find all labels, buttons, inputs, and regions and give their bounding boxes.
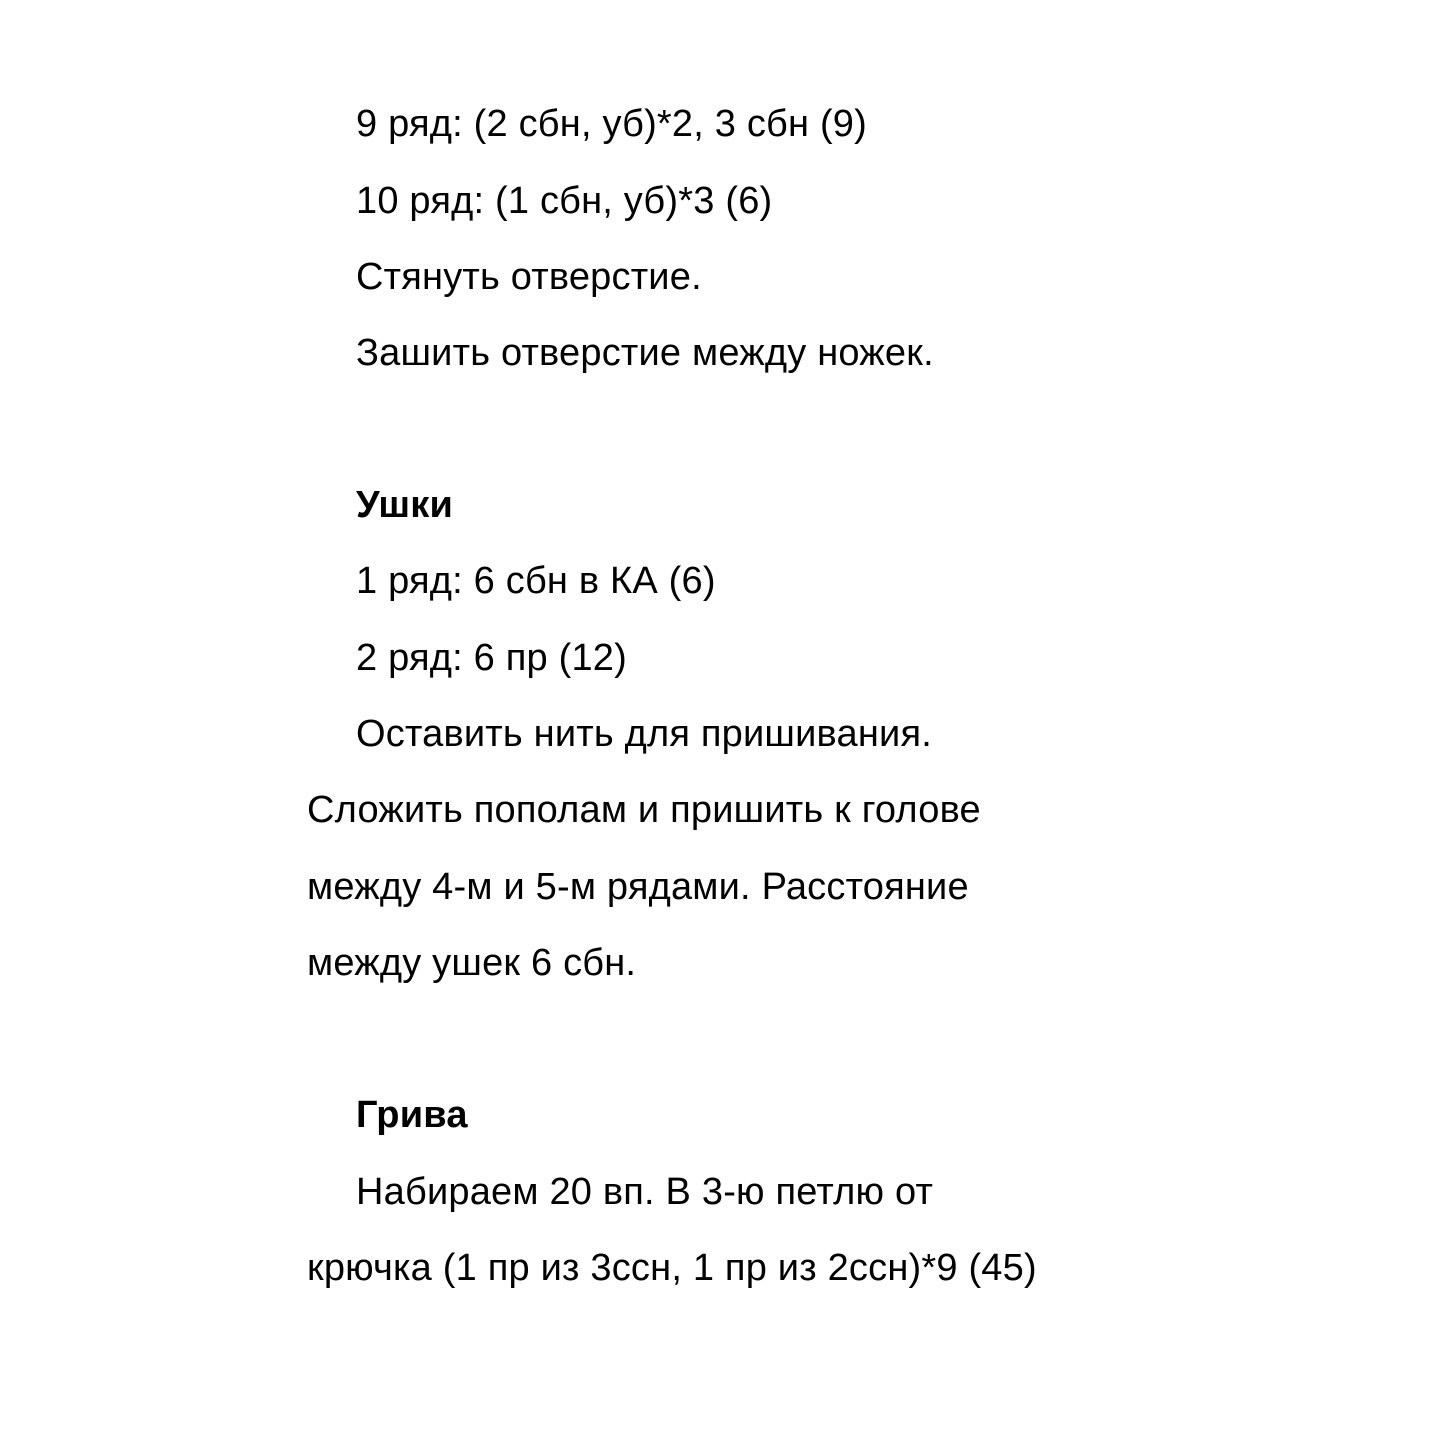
text-line-mane-cast-on: Набираем 20 вп. В 3-ю петлю от [356,1171,934,1213]
text-line-ears-distance: между ушек 6 сбн. [307,942,637,984]
section-title-ears: Ушки [356,484,454,526]
text-line-ears-between-rows: между 4-м и 5-м рядами. Расстояние [307,866,969,908]
text-line-mane-pattern: крючка (1 пр из 3ссн, 1 пр из 2ссн)*9 (45) [307,1247,1037,1289]
section-title-mane: Грива [356,1094,468,1136]
text-line-ears-row-1: 1 ряд: 6 сбн в КА (6) [356,560,716,602]
text-line-ears-fold: Сложить пополам и пришить к голове [307,789,981,831]
text-line-tighten: Стянуть отверстие. [356,256,702,298]
text-line-sew-hole: Зашить отверстие между ножек. [356,332,934,374]
text-line-row-10: 10 ряд: (1 сбн, уб)*3 (6) [356,180,773,222]
text-line-ears-leave-thread: Оставить нить для пришивания. [356,713,932,755]
text-line-ears-row-2: 2 ряд: 6 пр (12) [356,637,627,679]
text-line-row-9: 9 ряд: (2 сбн, уб)*2, 3 сбн (9) [356,103,867,145]
